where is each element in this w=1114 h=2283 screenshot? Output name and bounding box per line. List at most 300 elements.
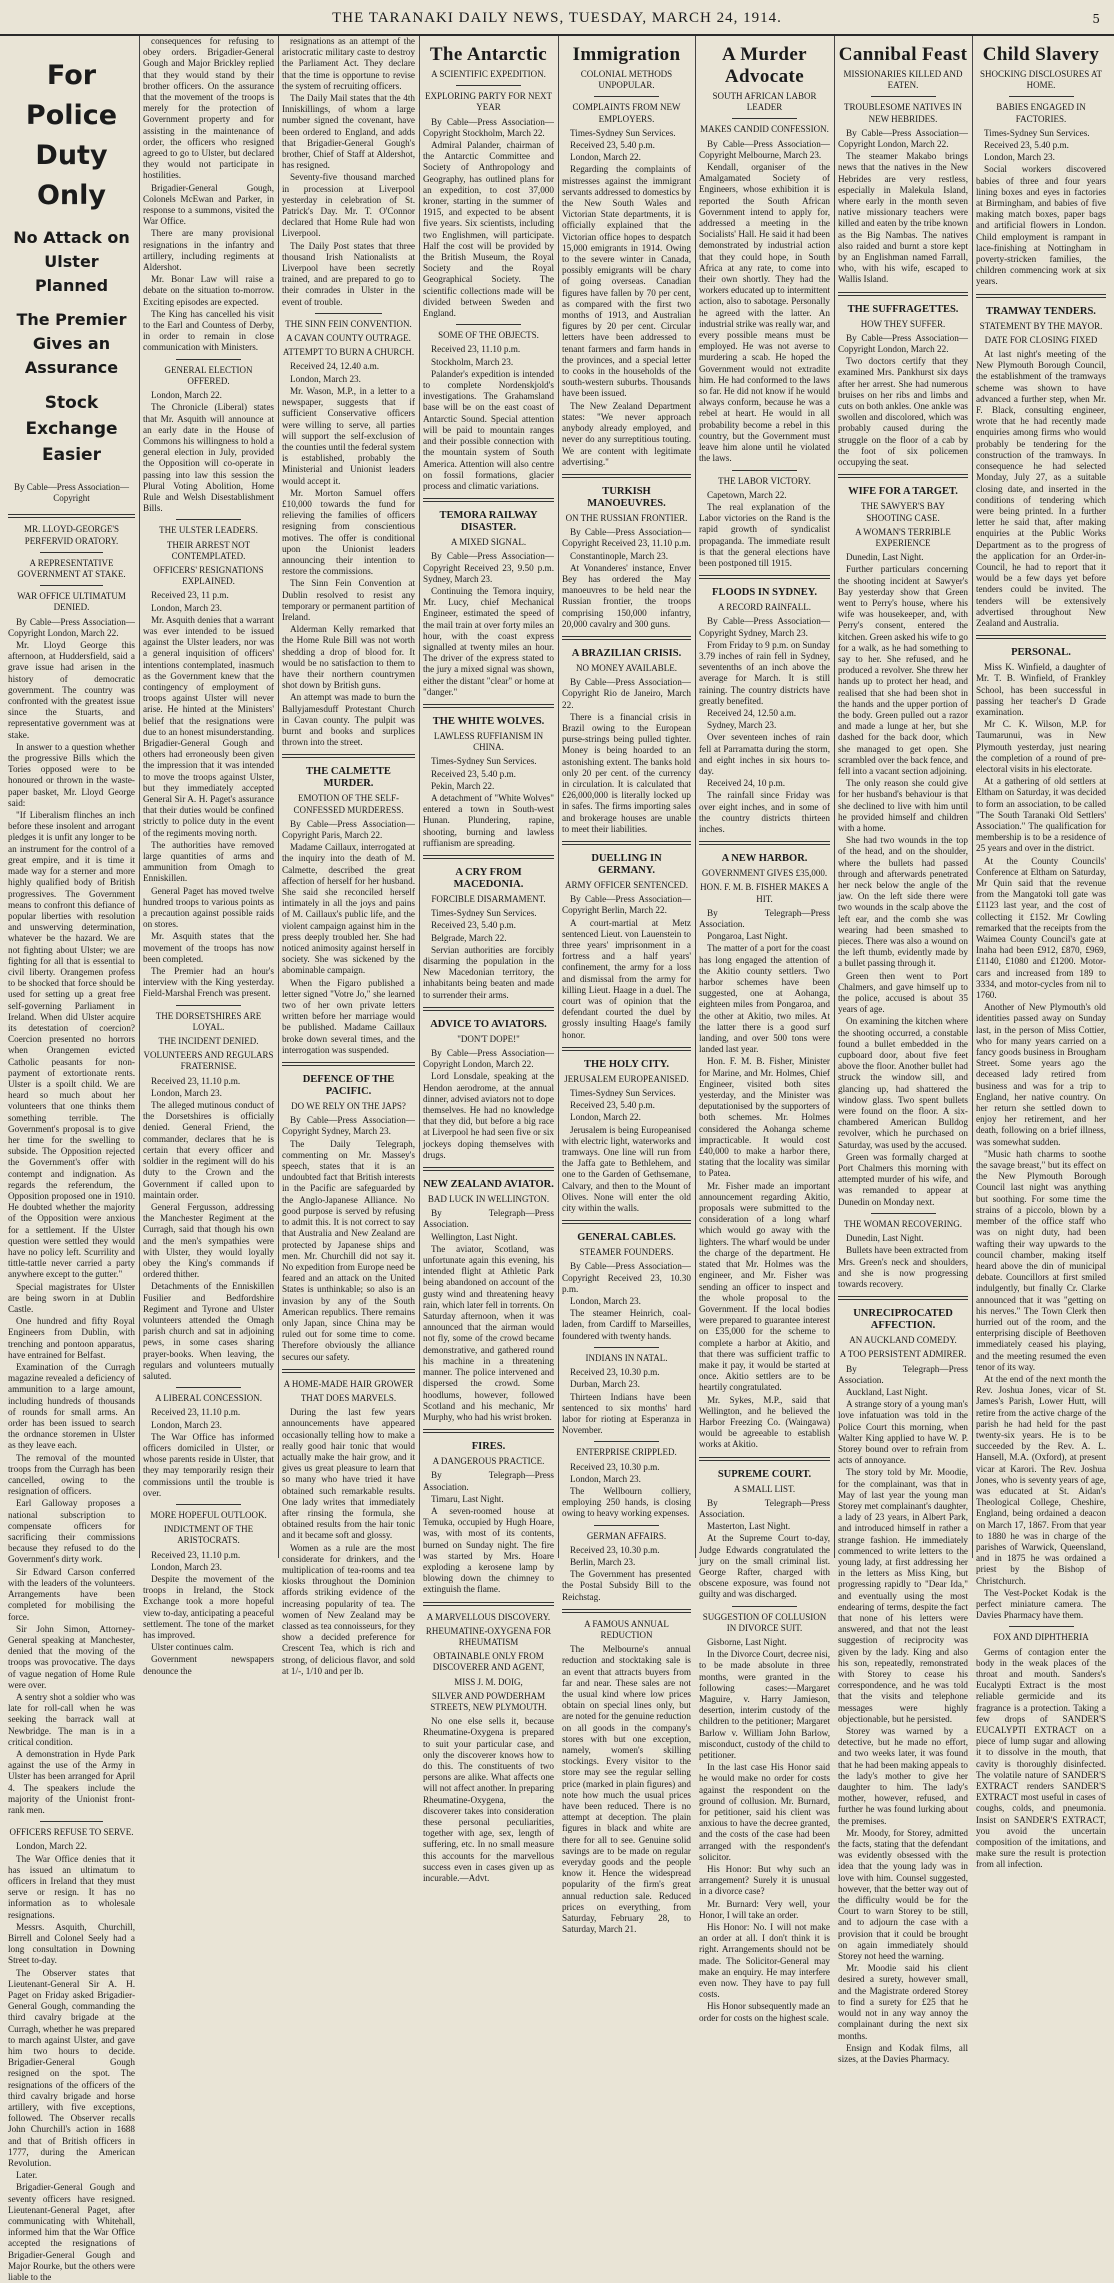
divider xyxy=(594,1347,659,1348)
article-paragraph: Times-Sydney Sun Services. xyxy=(570,1088,676,1099)
article-paragraph: London, March 23. xyxy=(984,152,1055,163)
article-paragraph: Timaru, Last Night. xyxy=(431,1493,504,1504)
article-paragraph: Mr. Wason, M.P., in a letter to a newspaper, suggests that if sufficient Conservative officers were willing to serve, all parties will support the self-exclusion of the counties until the federal system is established, probably the Ministerial and Unionist leaders would accept it. xyxy=(282,385,415,486)
article-paragraph: London, March 23. xyxy=(290,373,361,384)
article-paragraph: London, March 22. xyxy=(151,390,222,401)
article-paragraph: The Vest-Pocket Kodak is the perfect miniature camera. The Davies Pharmacy have them. xyxy=(976,1587,1106,1621)
section-caption: A CAVAN COUNTY OUTRAGE. xyxy=(286,333,411,344)
section-caption: THEIR ARREST NOT CONTEMPLATED. xyxy=(166,539,251,561)
article-paragraph: London, March 22. xyxy=(16,1841,87,1852)
column-8 xyxy=(976,36,1106,1870)
section-caption: A MIXED SIGNAL. xyxy=(450,537,527,548)
article-paragraph: Belgrade, March 22. xyxy=(431,932,507,943)
article-paragraph: During the last few years announcements have appeared occasionally telling how to make a really good hair tonic that would actually make the hair grow, and it gives us great pleasure to learn that so many who have tried it have obtained such remarkable results. One lady writes that immediately after rinsing the formula, she obtained results from the hair tonic and it became soft and glossy. xyxy=(282,1407,415,1541)
section-heading: Cannibal Feast xyxy=(838,44,968,65)
divider xyxy=(562,1220,691,1224)
section-caption: SUGGESTION OF COLLUSION IN DIVORCE SUIT. xyxy=(702,1611,827,1633)
article-paragraph: Received 23, 10.30 p.m. xyxy=(570,1461,660,1472)
section-heading: Immigration xyxy=(572,44,681,65)
article-paragraph: Pongaroa, Last Night. xyxy=(707,931,788,942)
article-paragraph: Pekin, March 22. xyxy=(431,780,495,791)
article-paragraph: Over seventeen inches of rain fell at Parramatta during the storm, and eight inches in six hours to-day. xyxy=(699,732,830,776)
divider xyxy=(838,474,968,478)
section-caption: HON. F. M. B. FISHER MAKES A HIT. xyxy=(700,882,829,904)
section-caption: A MARVELLOUS DISCOVERY. xyxy=(426,1611,551,1622)
column-rule xyxy=(558,36,559,1558)
divider xyxy=(423,1429,554,1433)
section-caption: THE ULSTER LEADERS. xyxy=(159,525,258,536)
lead-headline: For Police Duty Only xyxy=(25,60,118,211)
section-caption: ON THE RUSSIAN FRONTIER. xyxy=(565,512,688,523)
section-caption: GOVERNMENT GIVES £35,000. xyxy=(701,868,828,879)
section-heading: FLOODS IN SYDNEY. xyxy=(712,587,817,599)
article-paragraph: Madame Caillaux, interrogated at the inquiry into the death of M. Calmette, described the great affection of herself for her husband. She said she reconciled herself intimately in all the joys and pains of M. Caillaux's public life, and the violent campaign against him in the press deeply troubled her. She had noticed animosity against herself in society. She was sickened by the abominable campaign. xyxy=(282,842,415,976)
section-caption: THE INCIDENT DENIED. xyxy=(158,1036,259,1047)
article-paragraph: Received 23, 11.10 p.m. xyxy=(431,344,521,355)
section-caption: OFFICERS REFUSE TO SERVE. xyxy=(9,1827,134,1838)
section-caption: OFFICERS' RESIGNATIONS EXPLAINED. xyxy=(153,564,264,587)
section-caption: A HOME-MADE HAIR GROWER xyxy=(283,1378,414,1389)
article-paragraph: Received 23, 10.30 p.m. xyxy=(570,1544,660,1555)
article-paragraph: By Cable—Press Association—Copyright Received 23, 9.50 p.m. Sydney, March 23. xyxy=(423,551,554,584)
section-caption: A SCIENTIFIC EXPEDITION. xyxy=(431,69,546,79)
section-caption: NO MONEY AVAILABLE. xyxy=(575,662,678,673)
divider xyxy=(176,1005,242,1006)
article-paragraph: Mr. Asquith states that the movement of the troops has now been completed. xyxy=(143,931,274,964)
article-paragraph: Sydney, March 23. xyxy=(707,720,777,731)
divider xyxy=(1009,1626,1074,1627)
article-paragraph: Brigadier-General Gough and seventy officers have resigned. Lieutenant-General Paget, after communicating with Whitehall, informed him that the War Office accepted the resignations of Brigadier-General Gough and Major Rourke, but the others were liable to the xyxy=(8,2182,135,2283)
section-caption: A WOMAN'S TERRIBLE EXPERIENCE xyxy=(855,526,951,548)
divider xyxy=(315,313,382,314)
divider xyxy=(594,1525,659,1526)
masthead xyxy=(0,0,1114,36)
section-heading: GENERAL CABLES. xyxy=(577,1232,676,1244)
article-paragraph: The alleged mutinous conduct of the Dorsetshires is officially denied. General Friend, the commander, declares that he is certain that every officer and soldier in the regiment will do his duty to the Crown and the Government if called upon to maintain order. xyxy=(143,1100,274,1200)
article-paragraph: Received 23, 5.40 p.m. xyxy=(984,140,1069,151)
article-paragraph: Despite the movement of the troops in Ireland, the Stock Exchange took a more hopeful view to-day, anticipating a peaceful settlement. The tone of the market has improved. xyxy=(143,1574,274,1641)
section-heading: A NEW HARBOR. xyxy=(721,853,808,865)
divider xyxy=(8,514,135,518)
article-paragraph: A court-martial at Metz sentenced Lieut. von Lauenstein to three years' imprisonment in a fortress and a half years' confinement, the army for a loss and dismissal from the army for killing Lieut. Haage in a duel. The court was of opinion that the defendant courted the duel by grossly insulting Haage's family honor. xyxy=(562,917,691,1040)
section-caption: ENTERPRISE CRIPPLED. xyxy=(576,1447,677,1458)
column-4 xyxy=(423,36,554,1884)
article-paragraph: Auckland, Last Night. xyxy=(846,1386,928,1397)
article-paragraph: Times-Sydney Sun Services. xyxy=(431,908,537,919)
article-paragraph: The Wellbourn colliery, employing 250 hands, is closing owing to heavy working expenses. xyxy=(562,1485,691,1519)
divider xyxy=(423,498,554,502)
article-paragraph: Received 23, 10.30 p.m. xyxy=(570,1367,660,1378)
article-paragraph: Capetown, March 22. xyxy=(707,489,787,500)
article-paragraph: At the Supreme Court to-day, Judge Edwards congratulated the jury on the small criminal list. George Rafter, charged with obscene exposure, was found not guilty and was discharged. xyxy=(699,1533,830,1600)
divider xyxy=(176,519,242,520)
article-paragraph: "If Liberalism flinches an inch before these insolent and arrogant pledges it is unfit any longer to be an instrument for the control of a great empire, and it is time it made way for a sterner and more highly qualified body of British progressives. The Government means to confront this defiance of popular liberties with resolution and unswerving determination, whatever be the hazard. We are not fighting about Ulster; we are fighting for all that is essential to civil liberty. Orangemen profess to be shocked that force should be used for setting up a great free self-governing Parliament in Ireland. When did Ulster acquire its detestation of coercion? Coercion presented no horrors when Orangemen evicted Catholic peasants for non-payment of extortionate rents. Ulster is a spoilt child. We are heard so much about her volunteers that one thinks them something terrible. The Government's proposal is to give her time for the swelling to subside. The Opposition rejected the Government's offer with contempt and indignation. As regards the referendum, the Opposition proposed one in 1910. He doubted whether the majority of the Opposition were anxious for a settlement. If the Ulster question were settled they would have no policy left. Scurrility and tittle-tattle never carried a party anywhere except to the gutter." xyxy=(8,810,135,1280)
section-caption: RHEUMATINE-OXYGENA FOR RHEUMATISM xyxy=(425,1625,552,1647)
divider xyxy=(732,1606,798,1607)
divider xyxy=(176,1387,242,1388)
article-paragraph: By Cable—Press Association—Copyright Melbourne, March 23. xyxy=(699,138,830,160)
article-paragraph: Thirteen Indians have been sentenced to six months' hard labor for rioting at Esperanza in November. xyxy=(562,1391,691,1436)
section-heading: A Murder Advocate xyxy=(722,44,807,87)
article-paragraph: Earl Galloway proposes a national subscription to compensate officers for sacrificing their commissions because they refused to do the Government's dirty work. xyxy=(8,1498,135,1565)
article-paragraph: Mr. Moody, for Storey, admitted the facts, stating that the defendant was evidently obsessed with the idea that the young lady was in love with him. Counsel suggested, however, that the better way out of the difficulty would be for the Court to warn Storey to be still, and to adjourn the case with a provision that it could be brought on again immediately should Storey not heed the warning. xyxy=(838,1827,968,1962)
section-caption: EMOTION OF THE SELF-CONFESSED MURDERESS. xyxy=(293,793,404,815)
article-paragraph: Kendall, organiser of the Amalgamated Society of Engineers, whose exhibition it is reported the South African Government intend to apply for, addressed a meeting in the Socialists' Hall. He said it had been demonstrated by industrial action that they could hope, in South Africa at any rate, to come into their own shortly. They had the workers educated up to intermittent action, also to sabotage. Personally he agreed with the latter. An industrial strike was really war, and every possible means must be employed. He was not averse to murdering a scab. He hoped the Government would not extradite him. He had conformed to the laws so far. He did not know if he would always conform, because he was a rebel at heart. He would in all probability become a rebel in this country, but the Government must leave him alone until he violated the laws. xyxy=(699,162,830,464)
article-paragraph: consequences for refusing to obey orders. Brigadier-General Gough and Major Brickley replied that they would stand by their brother officers. On the assurance that the movement of the troops is merely for the protection of Government property and for assisting in the maintenance of order, the officers who resigned agreed to go to Ulster, but declared they would not participate in hostilities. xyxy=(143,36,274,181)
section-caption: THE DORSETSHIRES ARE LOYAL. xyxy=(155,1010,262,1032)
section-caption: DO WE RELY ON THE JAPS? xyxy=(291,1101,406,1112)
section-caption: A LIBERAL CONCESSION. xyxy=(155,1393,262,1404)
article-paragraph: London, March 23. xyxy=(570,1473,641,1484)
section-caption: A REPRESENTATIVE GOVERNMENT AT STAKE. xyxy=(17,557,126,580)
divider xyxy=(456,85,522,86)
article-paragraph: The Daily Post states that three thousand Irish Nationalists at Liverpool have been secretly trained, and are prepared to go to their comrades in Ulster in the event of trouble. xyxy=(282,240,415,307)
column-rule xyxy=(419,36,420,1558)
section-caption: FOX AND DIPHTHERIA xyxy=(993,1632,1089,1643)
article-paragraph: Dunedin, Last Night. xyxy=(846,1233,924,1244)
article-paragraph: Mr. Burnard: Very well, your Honor, I will take an order. xyxy=(699,1898,830,1920)
column-rule xyxy=(695,36,696,1558)
section-caption: MR. LLOYD-GEORGE'S PERFERVID ORATORY. xyxy=(23,524,120,546)
section-caption: COMPLAINTS FROM NEW EMPLOYERS. xyxy=(572,102,681,124)
article-paragraph: At last night's meeting of the New Plymouth Borough Council, the establishment of the tramways scheme was shown to have advanced a further step, when Mr. F. Black, consulting engineer, wrote that he had recently made enquiries among firms who would probably be tendering for the construction of the tramways. In consequence he had selected Monday, July 27, as a suitable closing date, and inserted in the conditions of tendering which were being printed. In a further letter he said that, after making enquiries at the Public Works Department as to the progress of the application for an Order-in-Council, he had to report that it would be a few days yet before tenders could be invited. The tenders will be extensively advertised throughout New Zealand and Australia. xyxy=(976,349,1106,628)
article-paragraph: By Telegraph—Press Association. xyxy=(838,1363,968,1385)
byline: By Cable—Press Association—Copyright xyxy=(14,482,129,504)
article-paragraph: Received 23, 5.40 p.m. xyxy=(431,920,516,931)
section-caption: BABIES ENGAGED IN FACTORIES. xyxy=(996,102,1086,124)
article-paragraph: By Telegraph—Press Association. xyxy=(699,1497,830,1519)
section-caption: A SMALL LIST. xyxy=(733,1483,796,1494)
divider xyxy=(699,575,830,579)
article-paragraph: By Cable—Press Association—Copyright London, March 22. xyxy=(838,332,968,355)
article-paragraph: A seven-roomed house at Temuka, occupied by Hugh Hoare, was, with most of its contents, burned on Sunday night. The fire was started by Mrs. Hoare exploding a kerosene lamp by blowing down the chimney to extinguish the flame. xyxy=(423,1505,554,1595)
section-caption: ARMY OFFICER SENTENCED. xyxy=(565,879,688,890)
section-caption: INDIANS IN NATAL. xyxy=(585,1352,668,1363)
article-paragraph: Seventy-five thousand marched in procession at Liverpool yesterday in celebration of St. Patrick's Day. Mr. T. O'Connor declared that Home Rule had won Liverpool. xyxy=(282,172,415,239)
article-paragraph: At Vonanderes' instance, Enver Bey has ordered the May manoeuvres to be held near the Russian frontier, the troops comprising 150,000 infantry, 20,000 cavalry and 300 guns. xyxy=(562,562,691,629)
divider xyxy=(282,754,415,758)
section-caption: THE LABOR VICTORY. xyxy=(718,475,811,486)
article-paragraph: Received 23, 5.40 p.m. xyxy=(570,140,655,151)
section-heading: TRAMWAY TENDERS. xyxy=(986,305,1096,317)
article-paragraph: Received 24, 12.50 a.m. xyxy=(707,707,797,718)
article-paragraph: The aviator, Scotland, was unfortunate again this evening, his intended flight at Athletic Park being abandoned on account of the gusty wind and threatening heavy rain, which later fell in torrents. On Saturday afternoon, when it was announced that the airman would not fly, some of the crowd became demonstrative, and gathered round his machine in a threatening manner. The police intervened and dispersed the crowd. Some hoodlums, however, followed Scotland and his mechanic, Mr Murphy, who had his wrist broken. xyxy=(423,1243,554,1422)
article-paragraph: "Music hath charms to soothe the savage breast," but its effect on the New Plymouth Borough Council last night was anything but soothing. For some time the strains of a piccolo, blown by a member of the office staff who was on night duty, had been wafting their way upwards to the council chamber, making itself heard above the din of municipal debate. Councillors at first smiled indulgently, but finally Cr. Clarke announced that it was "getting on his nerves." The Town Clerk then hurried out of the room, and the enterprising disciple of Beethoven immediately ceased his playing, and the meeting resumed the even tenor of its way. xyxy=(976,1148,1106,1372)
section-caption: A RECORD RAINFALL. xyxy=(717,602,812,613)
section-caption: INDICTMENT OF THE ARISTOCRATS. xyxy=(163,1524,254,1546)
column-rule xyxy=(972,36,973,1558)
column-5 xyxy=(562,36,691,1935)
article-paragraph: London, March 23. xyxy=(570,1296,641,1307)
section-caption: WAR OFFICE ULTIMATUM DENIED. xyxy=(17,591,126,613)
column-7 xyxy=(838,36,968,2064)
section-caption: BAD LUCK IN WELLINGTON. xyxy=(427,1194,550,1205)
section-caption: SOUTH AFRICAN LABOR LEADER xyxy=(712,91,817,113)
article-paragraph: Further particulars concerning the shooting incident at Sawyer's Bay yesterday show that Green went to Perry's house, where his wife was housekeeper, and, with Perry's consent, entered the kitchen. Green asked his wife to go for a walk, as he had something to say to her. She refused, and he produced a revolver. She threw her hands up to protect her head, and realised that she had been shot in the hands and the upper portion of the body. Green pulled out a razor and made a lunge at her, but she dashed for the back door, which she managed to get open. She scrambled over the back fence, and fell into a vacant section adjoining. xyxy=(838,564,968,776)
section-heading: A BRAZILIAN CRISIS. xyxy=(571,647,682,659)
divider xyxy=(871,1213,936,1214)
article-paragraph: By Telegraph—Press Association. xyxy=(423,1470,554,1492)
divider xyxy=(423,704,554,708)
article-paragraph: At the County Councils' Conference at Eltham on Saturday, Mr Quin said that the revenue from the Mangatoki toll gate was £1123 last year, and the cost of collecting it £152. Mr Cowling remarked that the receipts from the Waimea County Council's gate at Inaha had been £912, £870, £969, £1140, £1080 and £1200. Motor-cars and increased from 189 to 3334, and motor-cycles from nil to 1760. xyxy=(976,855,1106,1001)
article-paragraph: The only reason she could give for her husband's behaviour is that she declined to live with him until he provided himself and children with a home. xyxy=(838,778,968,833)
article-paragraph: By Telegraph—Press Association. xyxy=(699,907,830,929)
section-caption: SOME OF THE OBJECTS. xyxy=(438,330,539,341)
article-paragraph: Brigadier-General Gough, Colonels McEwan and Parker, in response to a summons, visited the War Office. xyxy=(143,182,274,227)
divider xyxy=(562,1609,691,1613)
article-paragraph: The matter of a port for the coast has long engaged the attention of the Akitio county settlers. Two harbor schemes have been suggested, one at Aohanga, eighteen miles from Pongaroa, and the other at Akitio, two miles. At the latter there is a good surf landing, and over 500 tons were landed last year. xyxy=(699,943,830,1055)
divider xyxy=(871,96,936,97)
divider xyxy=(423,1602,554,1606)
article-paragraph: The Chronicle (Liberal) states that Mr. Asquith will announce at an early date in the House of Commons his willingness to hold a general election in July, provided the Opposition will co-operate in passing into law this session the Plural Voting Abolition, Home Rule and Welsh Disestablishment Bills. xyxy=(143,402,274,514)
article-paragraph: Ulster continues calm. xyxy=(151,1642,234,1653)
article-paragraph: A sentry shot a soldier who was late for roll-call when he was seeking the barrack wall at Newbridge. The man is in a critical condition. xyxy=(8,1691,135,1747)
divider xyxy=(838,1296,968,1300)
article-paragraph: London, March 22. xyxy=(570,152,641,163)
article-paragraph: By Telegraph—Press Association. xyxy=(423,1208,554,1230)
column-rule xyxy=(139,36,140,1558)
section-heading: TURKISH MANOEUVRES. xyxy=(587,485,666,509)
article-paragraph: Jerusalem is being Europeanised with electric light, waterworks and tramways. One line will run from the Jaffa gate to Bethlehem, and one to the Garden of Gethsemane, Calvary, and then to the Mount of Olives. None will enter the old city within the walls. xyxy=(562,1124,691,1214)
article-paragraph: Hon. F. M. B. Fisher, Minister for Marine, and Mr. Holmes, Chief Engineer, visited both sites yesterday, and the Minister was deputationised by the supporters of both schemes. Mr. Holmes considered the Aohanga scheme impracticable. It would cost £40,000 to make a harbor there, stating that the locality was similar to Patea. xyxy=(699,1056,830,1179)
article-paragraph: In answer to a question whether the progressive Bills which the Tories opposed were to be honoured or thrown in the waste-paper basket, Mr. Lloyd George said: xyxy=(8,741,135,808)
article-paragraph: Constantinople, March 23. xyxy=(570,550,668,561)
divider xyxy=(562,841,691,845)
article-paragraph: Received 23, 11 p.m. xyxy=(151,590,229,601)
article-paragraph: Germs of contagion enter the body in the weak places of the throat and mouth. Sanders's Eucalypti Extract is the most reliable germicide and its fragrance is a protection. Taking a few drops of SANDER'S EUCALYPTI EXTRACT on a piece of lump sugar and allowing it to dissolve in the mouth, that cavity is thoroughly disinfected. The volatile nature of SANDER'S EXTRACT renders SANDER'S EXTRACT most useful in cases of coughs, colds, and pneumonia. Insist on SANDER'S EXTRACT, you avoid the uncertain composition of the imitations, and make sure the result is protection from all infection. xyxy=(976,1646,1106,1870)
article-paragraph: At the end of the next month the Rev. Joshua Jones, vicar of St. James's Parish, Lower Hutt, will retire from the active charge of the parish he had held for the past twenty-six years. He is to be succeeded by the Rev. A. L. Hansell, M.A. (Oxford), at present vicar at Karori. The Rev. Joshua Jones, who is seventy years of age, was educated at St. Aidan's Theological College, Cheshire, England, being ordained a deacon on March 17, 1867. From that year to 1880 he was in charge of the parishes of Warwick, Queensland, and in 1875 he was ordained a priest by the Bishop of Christchurch. xyxy=(976,1373,1106,1586)
article-paragraph: Special magistrates for Ulster are being sworn in at Dublin Castle. xyxy=(8,1281,135,1315)
section-caption: ATTEMPT TO BURN A CHURCH. xyxy=(282,347,415,358)
section-caption: EXPLORING PARTY FOR NEXT YEAR xyxy=(424,91,553,113)
article-paragraph: Lord Lonsdale, speaking at the Hendon aerodrome, at the annual dinner, advised aviators not to dope themselves. He had no knowledge that they did, but before a big race at Liverpool he had seen five or six jockeys doping themselves with drugs. xyxy=(423,1071,554,1160)
section-caption: STEAMER FOUNDERS. xyxy=(579,1247,674,1258)
article-paragraph: By Cable—Press Association—Copyright Paris, March 22. xyxy=(282,818,415,840)
section-heading: DEFENCE OF THE PACIFIC. xyxy=(302,1074,395,1098)
lead-subheadline-3: Stock Exchange Easier xyxy=(25,393,118,465)
section-caption: SHOCKING DISCLOSURES AT HOME. xyxy=(979,69,1103,91)
section-caption: GENERAL ELECTION OFFERED. xyxy=(164,364,253,386)
article-paragraph: London, March 22. xyxy=(570,1112,641,1123)
article-paragraph: Examination of the Curragh magazine revealed a deficiency of ammunition to a large amount, including hundreds of thousands of rounds for small arms. An order has been issued to search the ordnance storemen in Ulster as they leave each. xyxy=(8,1362,135,1451)
article-paragraph: Berlin, March 23. xyxy=(570,1556,636,1567)
article-paragraph: The real explanation of the Labor victories on the Rand is the rapid growth of syndicalist propaganda. The immediate result is that the general elections have been postponed till 1915. xyxy=(699,501,830,568)
article-paragraph: Two doctors certify that they examined Mrs. Pankhurst six days after her arrest. She had numerous bruises on her ribs and limbs and cuts on both ankles. One ankle was swollen and discolored, which was probably caused during the struggle on the floor of a cab by the foot of six policemen occupying the seat. xyxy=(838,356,968,468)
article-paragraph: There is a financial crisis in Brazil owing to the European purse-strings being pulled tighter. Money is being hoarded to an astonishing extent. The banks hold only 20 per cent. of the currency in circulation. It is calculated that £26,000,000 is literally locked up in safes. The firms importing sales and brokerage houses are unable to meet their liabilities. xyxy=(562,711,691,834)
divider xyxy=(423,855,554,859)
article-paragraph: Social workers discovered babies of three and four years lining boxes and eyes in factories at Birmingham, and babies of five making match boxes, paper bags and artificial flowers in London. Child employment is rampant in lace-finishing at Nottingham in poverty-stricken families, the children commencing work at six years. xyxy=(976,164,1106,287)
section-caption: HOW THEY SUFFER. xyxy=(860,318,946,329)
divider xyxy=(1009,96,1074,97)
divider xyxy=(40,585,104,586)
article-paragraph: A demonstration in Hyde Park against the use of the Army in Ulster has been arranged for April 4. The speakers include the majority of the Unionist front-rank men. xyxy=(8,1748,135,1815)
article-paragraph: Mr. Lloyd George this afternoon, at Huddersfield, said a grave issue had arisen in the history of democratic government. The country was confronted with the greatest issue since the Stuarts, and representative government was at stake. xyxy=(8,640,135,740)
article-paragraph: Detachments of the Enniskillen Fusilier and Bedfordshire Regiment and Tyrone and Ulster volunteers attended the Omagh parish church and sat in adjoining pews, in some cases sharing prayer-books. When leaving, the regulars and volunteers mutually saluted. xyxy=(143,1281,274,1381)
article-paragraph: By Cable—Press Association—Copyright London, March 22. xyxy=(838,127,968,150)
divider xyxy=(40,552,104,553)
article-paragraph: Bullets have been extracted from Mrs. Green's neck and shoulders, and she is now progressing towards recovery. xyxy=(838,1245,968,1289)
article-paragraph: Green then went to Port Chalmers, and gave himself up to the police, accused is about 35 years of age. xyxy=(838,970,968,1015)
article-paragraph: Mr. Morton Samuel offers £10,000 towards the fund for relieving the families of officers resigning from conscientious motives. The offer is conditional upon the Unionist leaders announcing their intention to restore the commissions. xyxy=(282,487,415,577)
section-heading: THE SUFFRAGETTES. xyxy=(847,303,959,315)
article-paragraph: The authorities have removed large quantities of arms and ammunition from Omagh to Enniskillen. xyxy=(143,839,274,884)
section-caption: SILVER AND POWDERHAM STREETS, NEW PLYMOUTH. xyxy=(430,1690,547,1712)
article-paragraph: The steamer Makabo brings news that the natives in the New Hebrides are very restless, especially in Malekula Island, where early in the month seven native missionary teachers were killed and eaten by the tribe known as the Big Nambas. The natives also raided and burnt a store kept by an Englishman named Farrall, who, with his wife, escaped to Wallis Island. xyxy=(838,151,968,285)
article-paragraph: resignations as an attempt of the aristocratic military caste to destroy the Parliament Act. They declare that the time is opportune to revise the system of recruiting officers. xyxy=(282,36,415,91)
section-caption: A DANGEROUS PRACTICE. xyxy=(432,1456,545,1467)
article-paragraph: The removal of the mounted troops from the Curragh has been cancelled, owing to the resignation of officers. xyxy=(8,1452,135,1497)
article-paragraph: Received 23, 11.10 p.m. xyxy=(151,1075,241,1086)
article-paragraph: By Cable—Press Association—Copyright London, March 22. xyxy=(8,616,135,638)
section-caption: MISS J. M. DOIG, xyxy=(454,1676,523,1687)
article-paragraph: Storey was warned by a detective, but he made no effort, and two weeks later, it was found that he had been making appeals to the lady's mother to give her daughter to him. The lady's mother, however, refused, and further he was found lurking about the premises. xyxy=(838,1726,968,1826)
article-paragraph: London, March 23. xyxy=(151,1561,222,1572)
column-6 xyxy=(699,36,830,2023)
article-paragraph: The War Office has informed officers domiciled in Ulster, or whose parents reside in Ulster, that they may temporarily resign their commissions until the trouble is over. xyxy=(143,1431,274,1498)
article-paragraph: Messrs. Asquith, Churchill, Birrell and Colonel Seely had a long consultation in Downing Street to-day. xyxy=(8,1921,135,1966)
section-caption: VOLUNTEERS AND REGULARS FRATERNISE. xyxy=(143,1050,274,1072)
section-caption: LAWLESS RUFFIANISM IN CHINA. xyxy=(433,730,544,753)
page-number: 5 xyxy=(1092,12,1100,26)
article-paragraph: Durban, March 23. xyxy=(570,1379,640,1390)
section-caption: THE SAWYER'S BAY SHOOTING CASE. xyxy=(860,501,946,523)
article-paragraph: By Cable—Press Association—Copyright Stockholm, March 22. xyxy=(423,116,554,138)
article-paragraph: Alderman Kelly remarked that the Home Rule Bill was not worth shedding a drop of blood for. It would be no satisfaction to them to have their northern countrymen shot down by British guns. xyxy=(282,624,415,691)
divider xyxy=(282,1369,415,1373)
article-paragraph: When the Figaro published a letter signed "Votre Jo," she learned two of her own private letters written before her marriage would be published. Madame Caillaux broke down several times, and the interrogation was suspended. xyxy=(282,977,415,1055)
divider xyxy=(40,1821,104,1822)
article-paragraph: Government newspapers denounce the xyxy=(143,1654,274,1676)
divider xyxy=(838,292,968,296)
article-paragraph: Palander's expedition is intended to complete Nordenskjold's investigations. The Grahamsland base will be on the east coast of Antarctic Sound. Special attention will be paid to mountain ranges and their possible connection with the mountain system of South America. Attention will also centre on fossil formations, glacier process and climatic variations. xyxy=(423,368,554,491)
article-paragraph: By Cable—Press Association—Copyright Received 23, 11.10 p.m. xyxy=(562,527,691,549)
section-caption: TROUBLESOME NATIVES IN NEW HEBRIDES. xyxy=(844,102,962,124)
article-paragraph: Ensign and Kodak films, all sizes, at the Davies Pharmacy. xyxy=(838,2042,968,2064)
article-paragraph: In the last case His Honor said he would make no order for costs against the respondent on the ground of collusion. Mr. Burnard, for petitioner, said his client was anxious to have the decree granted, and the costs of the case had been arranged with the respondent's solicitor. xyxy=(699,1762,830,1862)
article-paragraph: Later. xyxy=(16,2170,38,2181)
section-caption: COLONIAL METHODS UNPOPULAR. xyxy=(580,69,673,91)
article-paragraph: Times-Sydney Sun Services. xyxy=(984,127,1090,138)
article-paragraph: The Daily Telegraph, commenting on Mr. Massey's speech, states that it is an undoubted fact that British interests in the Pacific are safeguarded by the Anglo-Japanese Alliance. No good purpose is served by refusing to admit this. It is not correct to say that Australia and New Zealand are protected by Japanese ships and men. Mr. Churchill did not say it. No expedition from Europe need be feared and an attack on the United States is unthinkable; so also is an invasion by any of the South American republics. There remains only Japan, since China may be ruled out for some time to come. Therefore obviously the alliance secures our safety. xyxy=(282,1138,415,1362)
section-caption: JERUSALEM EUROPEANISED. xyxy=(564,1073,689,1084)
article-paragraph: By Cable—Press Association—Copyright Sydney, March 23. xyxy=(282,1115,415,1137)
article-paragraph: The rainfall since Friday was over eight inches, and in some of the country districts thirteen inches. xyxy=(699,790,830,834)
article-paragraph: Mr. Fisher made an important announcement regarding Akitio, proposals were submitted to the consideration of a long wharf which would go away with the lighters. The wharf would be under the charge of the department. He stated that Mr. Holmes was the engineer, and Mr. Fisher was sending an officer to inspect and the whole proposal to the Government. If the local bodies were prepared to guarantee interest on £35,000 for the scheme to complete a harbor at Akitio, and that there was sufficient traffic to make it pay, it would be started at once. Akitio settlers are to be heartily congratulated. xyxy=(699,1180,830,1393)
lead-subheadline: No Attack on Ulster Planned xyxy=(13,228,130,295)
article-paragraph: Miss K. Winfield, a daughter of Mr. T. B. Winfield, of Frankley School, has been successful in passing her teacher's D Grade examination. xyxy=(976,662,1106,717)
divider xyxy=(423,1007,554,1011)
article-paragraph: A strange story of a young man's love infatuation was told in the Police Court this morning, when Walter King applied to have W. P. Storey bound over to refrain from acts of annoyance. xyxy=(838,1399,968,1466)
article-paragraph: On examining the kitchen where the shooting occurred, a constable found a bullet embedded in the cupboard door, about five feet above the floor. Another bullet had struck the window sill, and glancing up, had shattered the window glass. Two spent bullets were found on the floor. A six-chambered American Bulldog revolver, which he purchased on Saturday, was used by the accused. xyxy=(838,1016,968,1150)
section-heading: PERSONAL. xyxy=(1011,647,1071,659)
article-paragraph: Green was formally charged at Port Chalmers this morning with attempted murder of his wife, and was remanded to appear at Dunedin on Monday next. xyxy=(838,1151,968,1207)
column-rule xyxy=(834,36,835,1558)
column-1 xyxy=(8,36,135,2283)
section-caption: AN AUCKLAND COMEDY. xyxy=(849,1335,957,1346)
article-paragraph: The War Office denies that it has issued an ultimatum to officers in Ireland that they must serve or resign. It has no information as to wholesale resignations. xyxy=(8,1853,135,1920)
article-paragraph: London, March 23. xyxy=(151,602,222,613)
divider xyxy=(176,359,242,360)
article-paragraph: From Friday to 9 p.m. on Sunday 3.79 inches of rain fell in Sydney, seventenths of an inch above the average for March. It is still raining. The country districts have greatly benefited. xyxy=(699,639,830,706)
section-caption: GERMAN AFFAIRS. xyxy=(586,1530,667,1541)
article-paragraph: The New Zealand Department states: "We never approach anybody already employed, and never do any surreptitious touting. We are content with legitimate advertising." xyxy=(562,400,691,467)
section-heading: THE HOLY CITY. xyxy=(584,1058,669,1070)
article-paragraph: Stockholm, March 23. xyxy=(431,356,514,367)
article-paragraph: The steamer Heinrich, coal-laden, from Cardiff to Marseilles, foundered with twenty hands. xyxy=(562,1308,691,1341)
divider xyxy=(282,1062,415,1066)
divider xyxy=(562,1047,691,1051)
section-caption: FORCIBLE DISARMAMENT. xyxy=(431,893,546,904)
article-paragraph: Wellington, Last Night. xyxy=(431,1231,518,1242)
divider xyxy=(456,324,522,325)
article-paragraph: At a gathering of old settlers at Eltham on Saturday, it was decided to form an association, to be called "The South Taranaki Old Settlers' Association." The qualification for membership is to be a residence of 25 years and over in the district. xyxy=(976,776,1106,854)
article-paragraph: His Honor subsequently made an order for costs on the highest scale. xyxy=(699,2001,830,2023)
section-caption: A TOO PERSISTENT ADMIRER. xyxy=(839,1349,967,1360)
divider xyxy=(732,118,798,119)
section-caption: MAKES CANDID CONFESSION. xyxy=(700,124,829,135)
article-paragraph: Continuing the Temora inquiry, Mr. Lucy, chief Mechanical Engineer, estimated the speed of the mail train at over forty miles an hour, with the coast express signalled at twenty miles an hour. The driver of the express stated to the jury a mixed signal was shown, either the distant "clear" or home at "danger." xyxy=(423,585,554,697)
article-paragraph: In the Divorce Court, decree nisi, to be made absolute in three months, were granted in the following cases:—Margaret Maguire, v. Harry Jamieson, desertion, interim custody of the children to the petitioner; Margaret Barlow v. William John Barlow, misconduct, custody of the child to petitioner. xyxy=(699,1649,830,1761)
article-paragraph: Sir Edward Carson conferred with the leaders of the volunteers. Arrangements have been completed for mobilising the force. xyxy=(8,1566,135,1622)
article-paragraph: The story told by Mr. Moodie, for the complainant, was that in May of last year the young man Storey met complainant's daughter, a lady of 23 years, in Albert Park, and introduced himself in rather a strange fashion. He immediately commenced to write letters to the young lady, at first addressing her in the letters as Miss King, but progressing rapidly to "Dear Ida," and eventually using the most endearing of terms, despite the fact that none of his letters were answered, and that not the least suggestion of reciprocity was given by the lady. King and also his son, repeatedly, remonstrated with Storey to cease his correspondence, and he was told that the visits and telephone messages were highly objectionable, but he persisted. xyxy=(838,1467,968,1724)
column-rule xyxy=(278,36,279,1558)
newspaper-title: THE TARANAKI DAILY NEWS, TUESDAY, MARCH 24, 1914. xyxy=(332,10,782,26)
article-paragraph: Servian authorities are forcibly disarming the population in the New Macedonian territory, the inhabitants being beaten and made to surrender their arms. xyxy=(423,944,554,1000)
article-paragraph: Masterton, Last Night. xyxy=(707,1521,791,1532)
section-heading: FIRES. xyxy=(471,1441,506,1453)
section-caption: "DON'T DOPE!" xyxy=(457,1033,520,1044)
divider xyxy=(699,841,830,845)
section-heading: THE CALMETTE MURDER. xyxy=(306,766,391,790)
article-paragraph: By Cable—Press Association—Copyright London, March 22. xyxy=(423,1048,554,1070)
article-paragraph: Mr. Bonar Law will raise a debate on the situation to-morrow. Exciting episodes are expected. xyxy=(143,274,274,307)
article-paragraph: Another of New Plymouth's old identities passed away on Sunday last, in the person of Miss Cottier, who for many years carried on a fancy goods business in Brougham Street. Some years ago the deceased lady retired from business and was for a trip to England, her native country. On her return she settled down to enjoy her retirement, and her death, following on a brief illness, was somewhat sudden. xyxy=(976,1002,1106,1147)
column-3 xyxy=(282,36,415,1676)
divider xyxy=(423,1167,554,1171)
section-heading: NEW ZEALAND AVIATOR. xyxy=(423,1179,554,1191)
article-paragraph: She had two wounds in the top of the head, and on the shoulder, where the bullets had passed through and afterwards penetrated her neck below the angle of the jaw. On the left side there were two wounds in the scalp above the left ear, and the comb she was wearing had been smashed to pieces. There was also a wound on the left thumb, evidently made by a bullet passing through it. xyxy=(838,835,968,969)
article-paragraph: Received 23, 5.40 p.m. xyxy=(431,768,516,779)
article-paragraph: One hundred and fifty Royal Engineers from Dublin, with trenching and pontoon apparatus, have entrained for Belfast. xyxy=(8,1316,135,1360)
article-paragraph: London, March 23. xyxy=(151,1087,222,1098)
article-paragraph: Times-Sydney Sun Services. xyxy=(431,756,537,767)
section-heading: A CRY FROM MACEDONIA. xyxy=(453,866,524,890)
divider xyxy=(976,635,1106,639)
section-heading: WIFE FOR A TARGET. xyxy=(848,486,958,498)
article-paragraph: Admiral Palander, chairman of the Antarctic Committee and Society of Anthropology and Geography, has outlined plans for an expedition, to cost 37,000 kroner, starting in the summer of 1915, and expected to be absent five years. Six scientists, including two Englishmen, will participate. Half the cost will be provided by the British Museum, the Royal Society and the Royal Geographical Society. The scientific collections made will be divided between Sweden and England. xyxy=(423,140,554,319)
section-caption: MORE HOPEFUL OUTLOOK. xyxy=(150,1509,267,1520)
article-paragraph: Sir John Simon, Attorney-General speaking at Manchester, denied that the moving of the troops was provocative. The days of vague negation of Home Rule were over. xyxy=(8,1623,135,1690)
section-caption: STATEMENT BY THE MAYOR. xyxy=(979,320,1103,331)
article-paragraph: Received 23, 11.10 p.m. xyxy=(151,1407,241,1418)
article-paragraph: By Cable—Press Association—Copyright Sydney, March 23. xyxy=(699,616,830,638)
article-paragraph: The King has cancelled his visit to the Earl and Countess of Derby, in order to remain in close communication with Ministers. xyxy=(143,308,274,353)
article-paragraph: Received 24, 12.40 a.m. xyxy=(290,361,380,372)
section-caption: A FAMOUS ANNUAL REDUCTION xyxy=(584,1618,669,1640)
divider xyxy=(699,1457,830,1461)
section-heading: TEMORA RAILWAY DISASTER. xyxy=(439,510,538,534)
column-2 xyxy=(143,36,274,1676)
section-heading: THE WHITE WOLVES. xyxy=(432,715,545,727)
article-paragraph: Received 24, 10 p.m. xyxy=(707,778,786,789)
article-paragraph: Received 23, 11.10 p.m. xyxy=(151,1549,241,1560)
lead-subheadline-2: The Premier Gives an Assurance xyxy=(16,310,127,377)
section-heading: The Antarctic xyxy=(429,44,548,65)
divider xyxy=(594,96,659,97)
article-paragraph: The Melbourne's annual reduction and stocktaking sale is an event that attracts buyers from far and near. These sales are not the usual kind where low prices obtain on special lines only, but are noted for the genuine reduction on all goods in the company's stores with but one exception, namely, women's skilling stockings. Every visitor to the store may see the regular selling price (marked in plain figures) and note how much the usual prices have been reduced. There is no attempt at deception. The plain figures in black and white are there for all to see. Genuine solid savings are to be made on regular everyday goods and the people know it. Hence the widespread popularity of the firm's great annual reduction sale. Reduced prices on everything, from Saturday, February 28, to Saturday, March 21. xyxy=(562,1644,691,1935)
section-caption: THAT DOES MARVELS. xyxy=(300,1392,397,1403)
article-paragraph: General Fergusson, addressing the Manchester Regiment at the Curragh, said that though his own and the men's sympathies were with Ulster, they would loyally obey the King's commands if ordered thither. xyxy=(143,1201,274,1280)
